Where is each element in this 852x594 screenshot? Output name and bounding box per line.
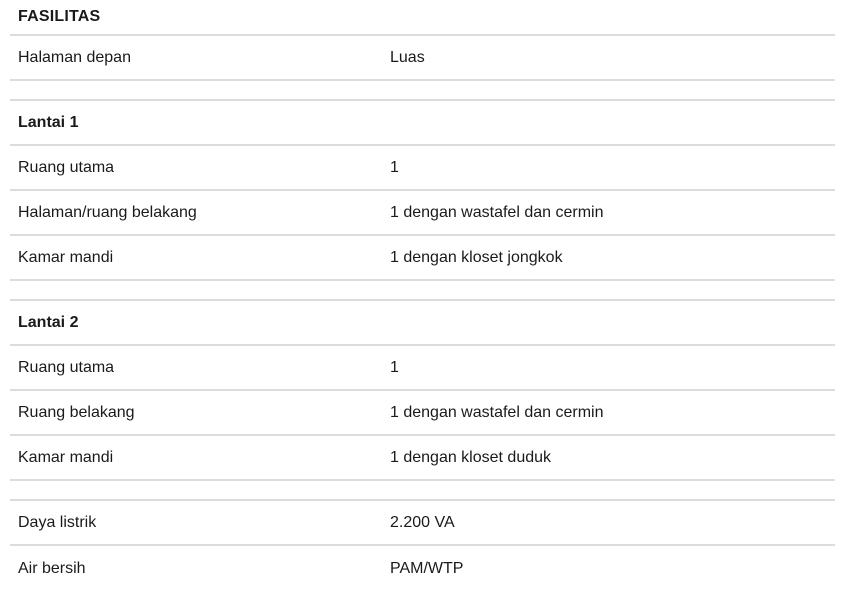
row-label: Air bersih xyxy=(18,559,86,577)
row-value: 1 dengan kloset duduk xyxy=(390,448,552,466)
row-value: PAM/WTP xyxy=(390,559,464,577)
row-label: Kamar mandi xyxy=(18,448,114,466)
row-label: Daya listrik xyxy=(18,513,97,531)
section-heading-floor-1: Lantai 1 xyxy=(10,101,835,146)
row-value: 1 dengan wastafel dan cermin xyxy=(390,403,604,421)
table-row xyxy=(10,391,835,436)
row-label: Ruang utama xyxy=(18,158,115,176)
row-value: Luas xyxy=(390,48,425,66)
table-row xyxy=(10,501,835,546)
table-row xyxy=(10,146,835,191)
row-value: 1 xyxy=(390,158,399,176)
section-divider xyxy=(10,481,835,501)
table-row xyxy=(10,346,835,391)
section-divider xyxy=(10,81,835,101)
row-label: Ruang utama xyxy=(18,358,115,376)
table-title: FASILITAS xyxy=(10,0,835,36)
table-row xyxy=(10,546,835,591)
row-value: 1 dengan wastafel dan cermin xyxy=(390,203,604,221)
row-label: Ruang belakang xyxy=(18,403,135,421)
table-row xyxy=(10,236,835,281)
row-label: Halaman/ruang belakang xyxy=(18,203,197,221)
row-value: 1 dengan kloset jongkok xyxy=(390,248,563,266)
section-divider xyxy=(10,281,835,301)
facilities-table xyxy=(10,0,835,591)
row-label: Kamar mandi xyxy=(18,248,114,266)
row-value: 1 xyxy=(390,358,399,376)
table-row-front-yard xyxy=(10,36,835,81)
row-value: 2.200 VA xyxy=(390,513,455,531)
table-row xyxy=(10,436,835,481)
section-heading-floor-2: Lantai 2 xyxy=(10,301,835,346)
row-label: Halaman depan xyxy=(18,48,131,66)
table-row xyxy=(10,191,835,236)
